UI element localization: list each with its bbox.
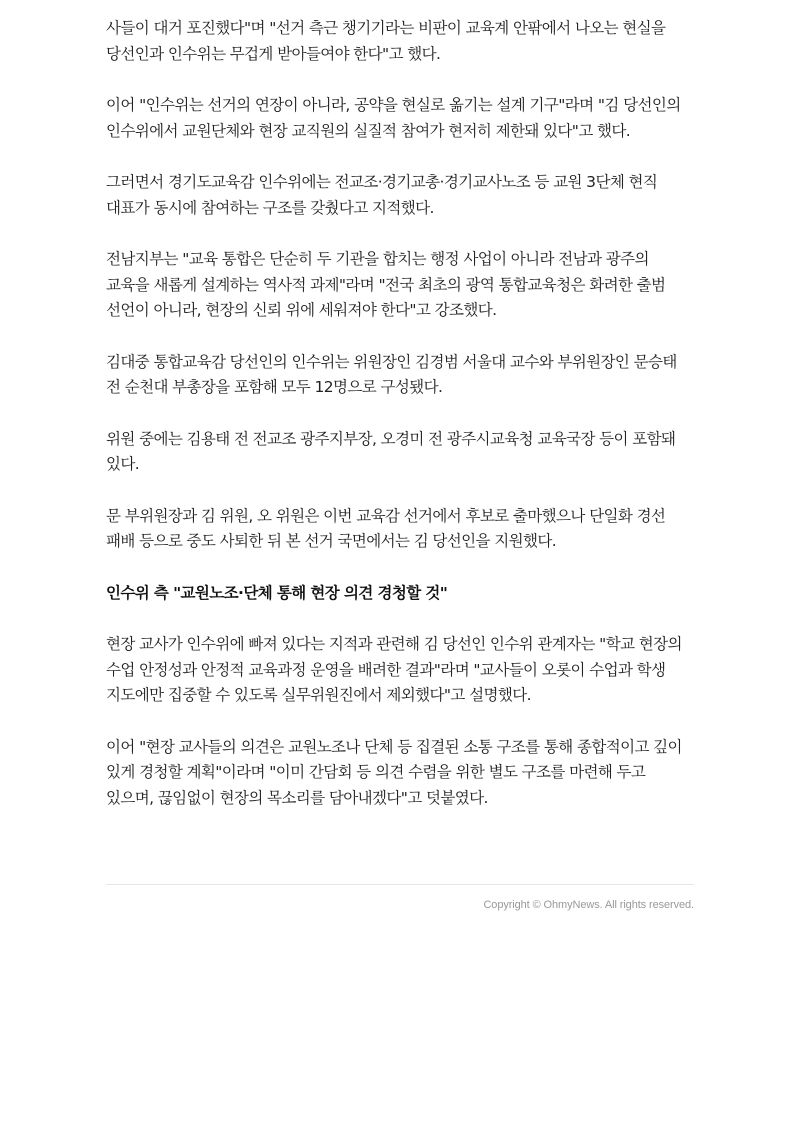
- article-paragraph: 문 부위원장과 김 위원, 오 위원은 이번 교육감 선거에서 후보로 출마했으나 단일화 경선 패배 등으로 중도 사퇴한 뒤 본 선거 국면에서는 김 당선인을 지원했다.: [106, 506, 666, 550]
- copyright-notice: Copyright © OhmyNews. All rights reserved.: [483, 899, 694, 911]
- article-paragraph: 위원 중에는 김용태 전 전교조 광주지부장, 오경미 전 광주시교육청 교육국장 등이 포함돼 있다.: [106, 429, 676, 473]
- article-paragraph: 현장 교사가 인수위에 빠져 있다는 지적과 관련해 김 당선인 인수위 관계자는 "학교 현장의 수업 안정성과 안정적 교육과정 운영을 배려한 결과"라며 "교사들이 오롯이 수업과 학생 지도에만 집중할 수 있도록 실무위원진에서 제외했다"고 설명했다.: [106, 635, 682, 704]
- article-subheading: 인수위 측 "교원노조·단체 통해 현장 의견 경청할 것": [106, 583, 448, 602]
- article-paragraph: 그러면서 경기도교육감 인수위에는 전교조·경기교총·경기교사노조 등 교원 3단체 현직 대표가 동시에 참여하는 구조를 갖췄다고 지적했다.: [106, 173, 658, 217]
- article-body: [106, 16, 694, 837]
- article-paragraph: 이어 "현장 교사들의 의견은 교원노조나 단체 등 집결된 소통 구조를 통해 종합적이고 깊이 있게 경청할 계획"이라며 "이미 간담회 등 의견 수렴을 위한 별도 구조를 마련해 두고 있으며, 끊임없이 현장의 목소리를 담아내겠다"고 덧붙였다.: [106, 737, 682, 807]
- page-footer: [106, 884, 694, 911]
- article-paragraph: 김대중 통합교육감 당선인의 인수위는 위원장인 김경범 서울대 교수와 부위원장인 문승태 전 순천대 부총장을 포함해 모두 12명으로 구성됐다.: [106, 352, 677, 396]
- article-paragraph: 사들이 대거 포진했다"며 "선거 측근 챙기기라는 비판이 교육계 안팎에서 나오는 현실을 당선인과 인수위는 무겁게 받아들여야 한다"고 했다.: [106, 19, 666, 63]
- article-paragraph: 전남지부는 "교육 통합은 단순히 두 기관을 합치는 행정 사업이 아니라 전남과 광주의 교육을 새롭게 설계하는 역사적 과제"라며 "전국 최초의 광역 통합교육청은 화려한 출범 선언이 아니라, 현장의 신뢰 위에 세워져야 한다"고 강조했다.: [106, 250, 666, 319]
- article-paragraph: 이어 "인수위는 선거의 연장이 아니라, 공약을 현실로 옮기는 설계 기구"라며 "김 당선인의 인수위에서 교원단체와 현장 교직원의 실질적 참여가 현저히 제한돼 있다"고 했다.: [106, 96, 681, 140]
